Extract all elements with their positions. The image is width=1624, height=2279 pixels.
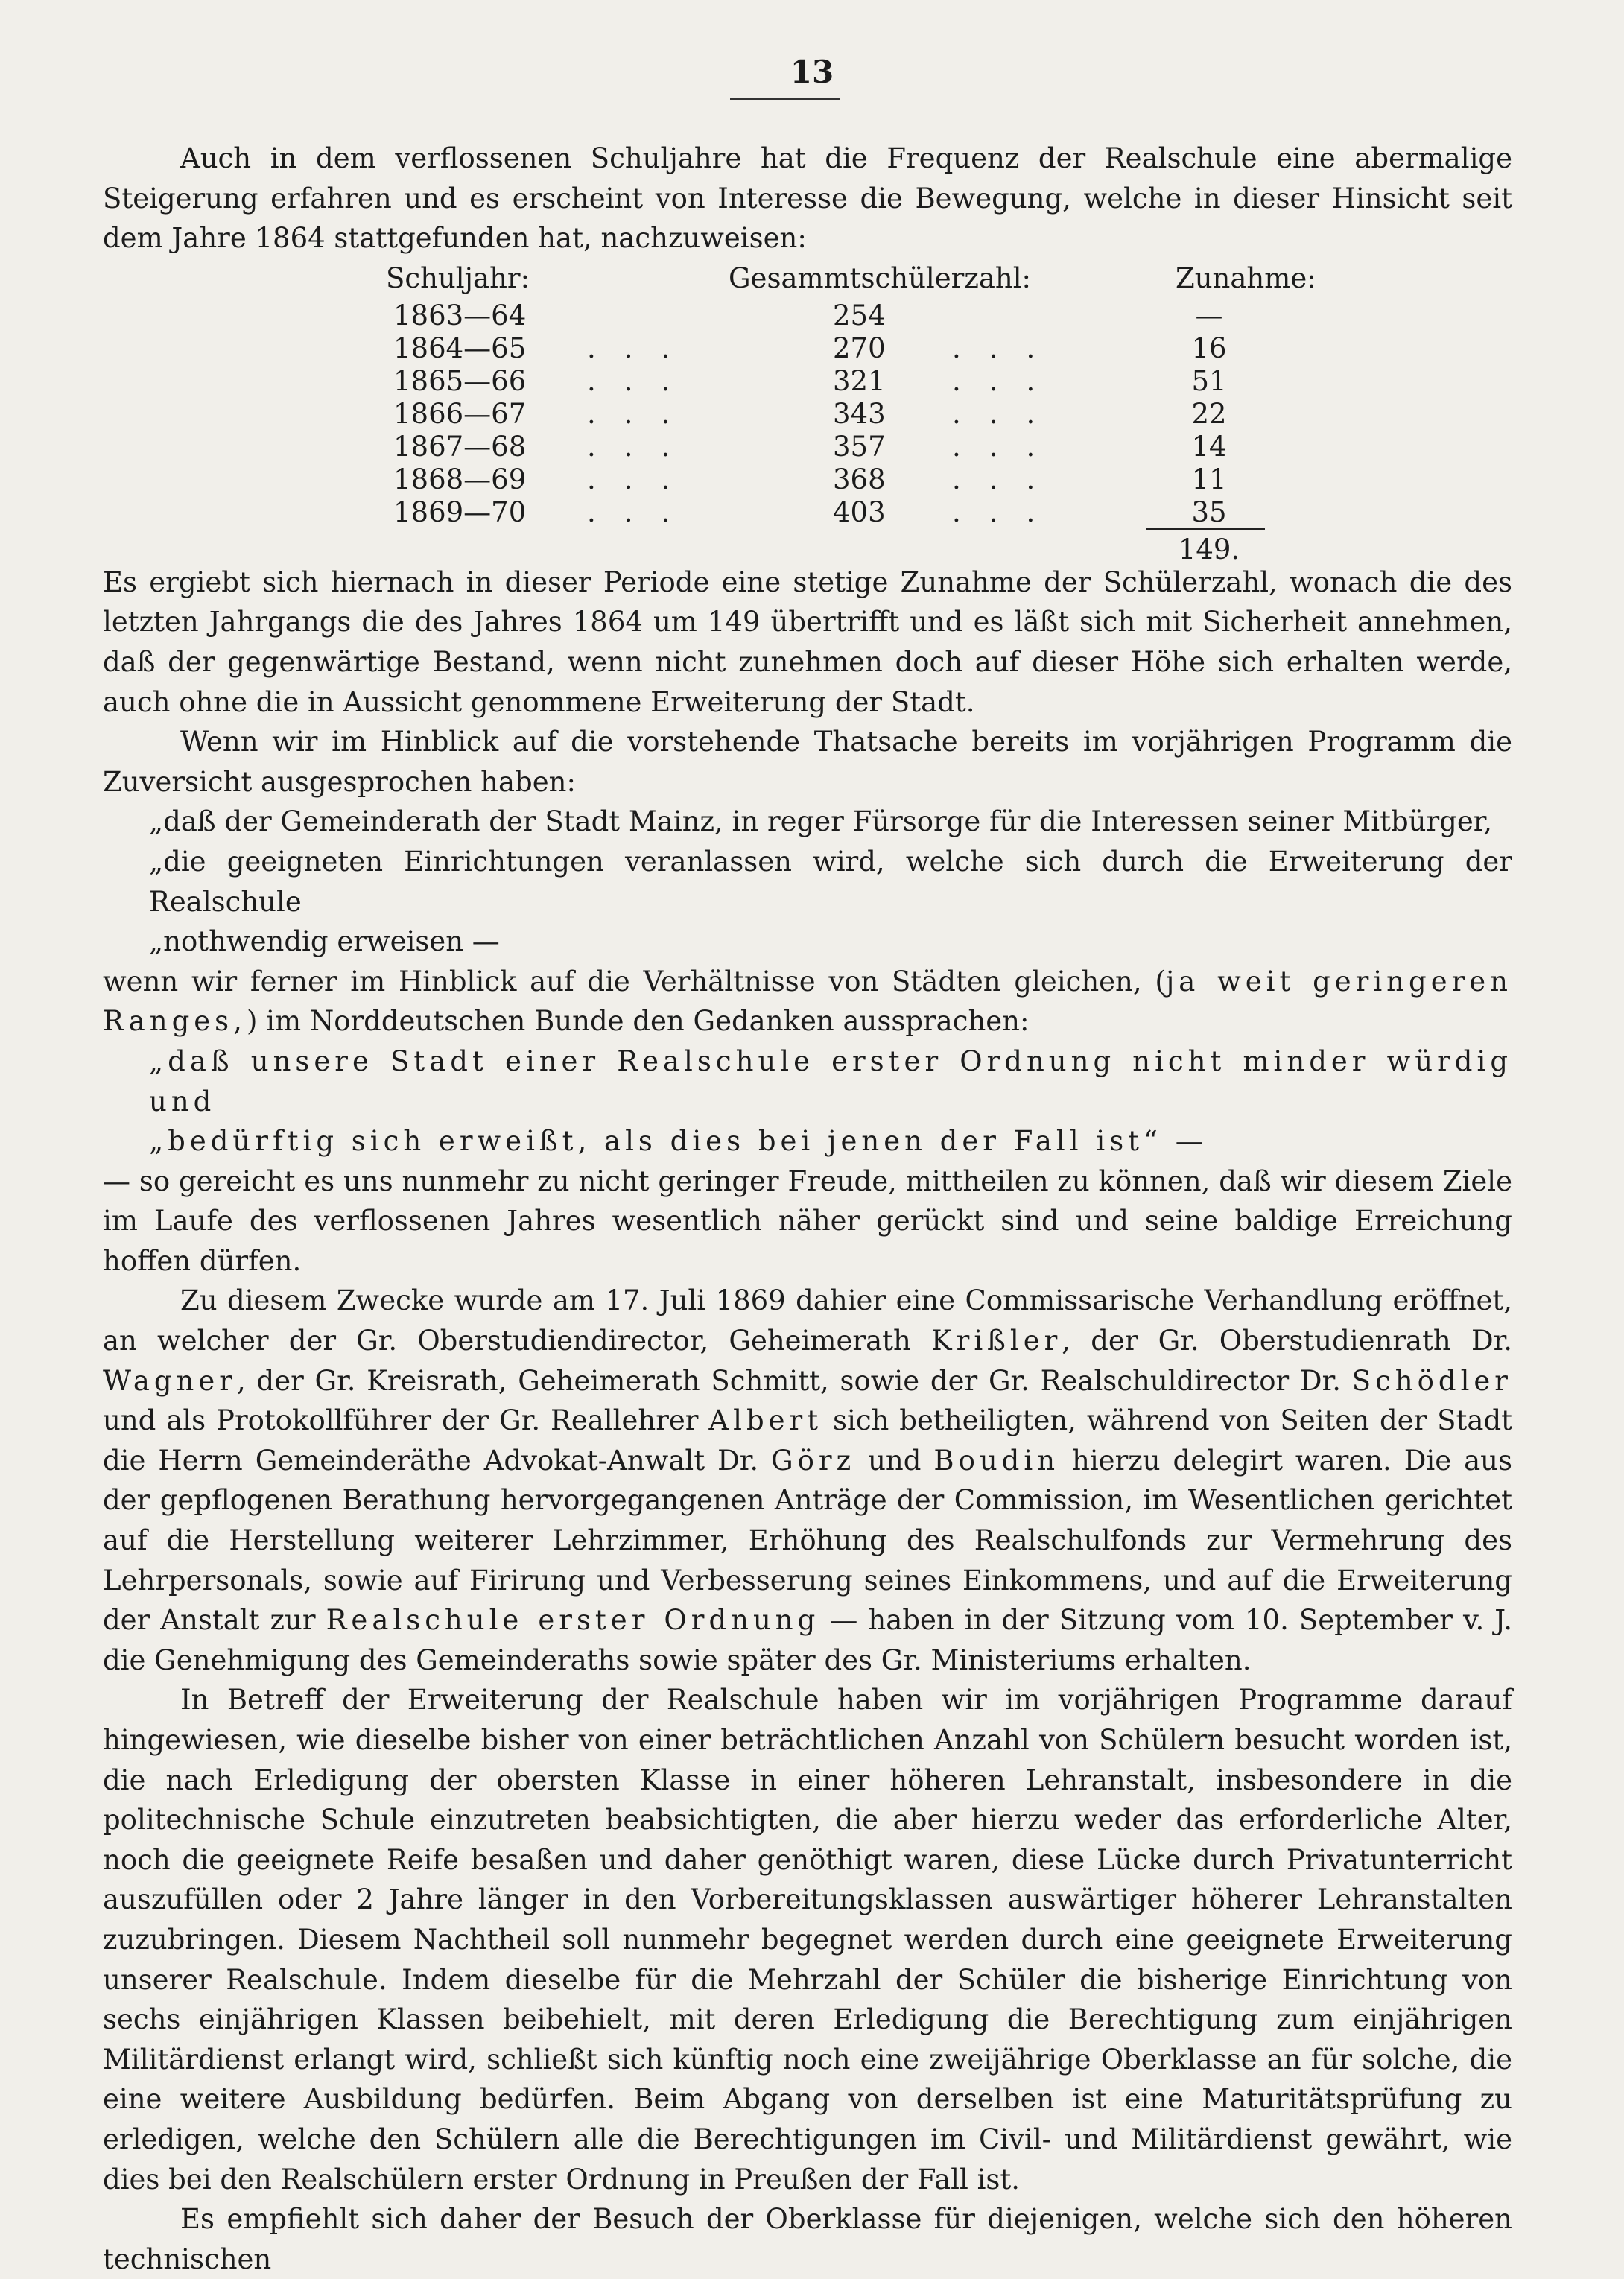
row-year: 1869—70 bbox=[393, 495, 527, 528]
leader-dots: ... bbox=[952, 397, 1064, 430]
zweck-text: , der Gr. Kreisrath, Geheimerath Schmitt, sowie der Gr. Realschuldirector Dr. bbox=[236, 1364, 1352, 1397]
table-row bbox=[103, 430, 1512, 464]
row-total: 357 bbox=[833, 430, 886, 463]
quote2-line2: „bedürftig sich erweißt, als dies bei jenen der Fall ist“ — bbox=[149, 1125, 1208, 1158]
row-increase: 35 bbox=[1191, 495, 1227, 528]
zweck-text: Zu diesem Zwecke wurde am 17. Juli 1869 dahier eine Commissarische Verhandlung eröffnet, an welcher der Gr. Oberstudiendirector, Geheimerath bbox=[103, 1284, 1512, 1357]
zweck-paragraph bbox=[103, 1281, 1512, 1680]
result-paragraph: Es ergiebt sich hiernach in dieser Periode eine stetige Zunahme der Schülerzahl, wonach die des letzten Jahrgangs die des Jahres 1864 um 149 übertrifft und es läßt sich mit Sicherheit annehmen, daß der gegenwärtige Bestand, wenn nicht zunehmen doch auf dieser Höhe sich erhalten werde, auch ohne die in Aussicht genommene Erweiterung der Stadt. bbox=[103, 565, 1512, 718]
leader-dots: ... bbox=[587, 332, 699, 364]
quote1-line3: „nothwendig erweisen — bbox=[149, 925, 500, 958]
zweck-text: hierzu delegirt waren. Die aus der gepflogenen Berathung hervorgegangenen Anträge der Commission, im Wesentlichen gerichtet auf die Herstellung weiterer Lehrzimmer, Erhöhung des Realschulfonds zur Vermehrung des Lehrpersonals, sowie auf Firirung und Verbesserung seines Einkommens, und auf die Erweiterung der Anstalt zur bbox=[103, 1444, 1512, 1637]
header-schuljahr: Schuljahr: bbox=[386, 262, 530, 294]
sum-rule bbox=[1146, 528, 1265, 530]
header-zunahme: Zunahme: bbox=[1176, 262, 1316, 294]
leader-dots: ... bbox=[952, 332, 1064, 364]
gereicht-paragraph: — so gereicht es uns nunmehr zu nicht geringer Freude, mittheilen zu können, daß wir diesem Ziele im Laufe des verflossenen Jahres wesentlich näher gerückt sind und seine baldige Erreichung hoffen dürfen. bbox=[103, 1164, 1512, 1277]
leader-dots: ... bbox=[952, 463, 1064, 495]
row-year: 1866—67 bbox=[393, 397, 527, 430]
page-number-rule bbox=[730, 98, 840, 100]
leader-dots: ... bbox=[952, 430, 1064, 463]
ferner-paragraph bbox=[103, 962, 1512, 1042]
row-total: 321 bbox=[833, 364, 886, 397]
zweck-text: , der Gr. Oberstudienrath Dr. bbox=[1062, 1325, 1512, 1357]
realschule-erster-ordnung: Realschule erster Ordnung bbox=[326, 1604, 820, 1637]
leader-dots: ... bbox=[587, 463, 699, 495]
name-wagner: Wagner bbox=[103, 1364, 237, 1397]
row-year: 1867—68 bbox=[393, 430, 527, 463]
empfiehlt-paragraph: Es empfiehlt sich daher der Besuch der Oberklasse für diejenigen, welche sich den höheren technischen bbox=[103, 2203, 1512, 2275]
table-row bbox=[103, 364, 1512, 399]
betreff-paragraph: In Betreff der Erweiterung der Realschule haben wir im vorjährigen Programme darauf hingewiesen, wie dieselbe bisher von einer beträchtlichen Anzahl von Schülern besucht worden ist, die nach Erledigung der obersten Klasse in einer höheren Lehranstalt, insbesondere in die politechnische Schule einzutreten beabsichtigten, die aber hierzu weder das erforderliche Alter, noch die geeignete Reife besaßen und daher genöthigt waren, diese Lücke durch Privatunterricht auszufüllen oder 2 Jahre länger in den Vorbereitungsklassen auswärtiger höherer Lehranstalten zuzubringen. Diesem Nachtheil soll nunmehr begegnet werden durch eine geeignete Erweiterung unserer Realschule. Indem dieselbe für die Mehrzahl der Schüler die bisherige Einrichtung von sechs einjährigen Klassen beibehielt, mit deren Erledigung die Berechtigung zum einjährigen Militärdienst erlangt wird, schließt sich künftig noch eine zweijährige Oberklasse an für solche, die eine weitere Ausbildung bedürfen. Beim Abgang von derselben ist eine Maturitätsprüfung zu erledigen, welche den Schülern alle die Berechtigungen im Civil- und Militärdienst gewährt, wie dies bei den Realschülern erster Ordnung in Preußen der Fall ist. bbox=[103, 1684, 1512, 2196]
leader-dots: ... bbox=[587, 364, 699, 397]
name-krissler: Krißler bbox=[931, 1325, 1062, 1357]
table-row bbox=[103, 299, 1512, 333]
quote1-line1: „daß der Gemeinderath der Stadt Mainz, in reger Fürsorge für die Interessen seiner Mitbürger, bbox=[149, 805, 1493, 838]
table-row bbox=[103, 332, 1512, 366]
row-increase: 51 bbox=[1191, 364, 1227, 397]
zweck-text: und bbox=[855, 1444, 934, 1477]
zweck-text: sich betheiligten, während von Seiten der Stadt die Herrn Gemeinderäthe Advokat-Anwalt Dr. bbox=[103, 1404, 1513, 1477]
quote1-line2: „die geeigneten Einrichtungen veranlassen wird, welche sich durch die Erweiterung der Realschule bbox=[149, 845, 1512, 918]
row-year: 1864—65 bbox=[393, 332, 527, 364]
row-increase: 14 bbox=[1191, 430, 1227, 463]
intro-paragraph: Auch in dem verflossenen Schuljahre hat die Frequenz der Realschule eine abermalige Steigerung erfahren und es erscheint von Interesse die Bewegung, welche in dieser Hinsicht seit dem Jahre 1864 stattgefunden hat, nachzuweisen: bbox=[103, 142, 1512, 255]
row-year: 1868—69 bbox=[393, 463, 527, 495]
row-total: 343 bbox=[833, 397, 886, 430]
zweck-text: und als Protokollführer der Gr. Reallehrer bbox=[103, 1404, 709, 1437]
leader-dots: ... bbox=[587, 495, 699, 528]
name-goerz: Görz bbox=[771, 1444, 856, 1477]
table-row bbox=[103, 463, 1512, 497]
enrollment-table bbox=[103, 259, 1512, 565]
wenn-paragraph: Wenn wir im Hinblick auf die vorstehende Thatsache bereits im vorjährigen Programm die Zuversicht ausgesprochen haben: bbox=[103, 726, 1512, 798]
header-gesammtschuelerzahl: Gesammtschülerzahl: bbox=[729, 262, 1032, 294]
ferner-spaced-text: ja weit geringeren Ranges, bbox=[103, 965, 1512, 1038]
name-schoedler: Schödler bbox=[1351, 1364, 1512, 1397]
page-number: 13 bbox=[790, 54, 834, 90]
row-increase: 22 bbox=[1191, 397, 1227, 430]
leader-dots: ... bbox=[952, 495, 1064, 528]
name-boudin: Boudin bbox=[933, 1444, 1060, 1477]
table-row bbox=[103, 397, 1512, 431]
leader-dots: ... bbox=[952, 364, 1064, 397]
quote2-line1: „daß unsere Stadt einer Realschule erster Ordnung nicht minder würdig und bbox=[149, 1045, 1512, 1118]
leader-dots: ... bbox=[587, 430, 699, 463]
row-total: 368 bbox=[833, 463, 886, 495]
row-year: 1863—64 bbox=[393, 299, 527, 332]
leader-dots: ... bbox=[587, 397, 699, 430]
row-total: 270 bbox=[833, 332, 886, 364]
ferner-text-a: wenn wir ferner im Hinblick auf die Verhältnisse von Städten gleichen, ( bbox=[103, 965, 1166, 998]
zweck-text: — haben in der Sitzung vom 10. September v. J. die Genehmigung des Gemeinderaths sowie später des Gr. Ministeriums erhalten. bbox=[103, 1604, 1512, 1676]
row-total: 403 bbox=[833, 495, 886, 528]
name-albert: Albert bbox=[708, 1404, 823, 1437]
row-year: 1865—66 bbox=[393, 364, 527, 397]
row-increase: 11 bbox=[1191, 463, 1227, 495]
row-total: 254 bbox=[833, 299, 886, 332]
ferner-text-b: ) im Norddeutschen Bunde den Gedanken aussprachen: bbox=[246, 1005, 1030, 1038]
increase-sum: 149. bbox=[1178, 533, 1240, 565]
row-increase: 16 bbox=[1191, 332, 1227, 364]
row-increase: — bbox=[1195, 299, 1223, 332]
body-text bbox=[103, 139, 1512, 2279]
table-row bbox=[103, 495, 1512, 530]
